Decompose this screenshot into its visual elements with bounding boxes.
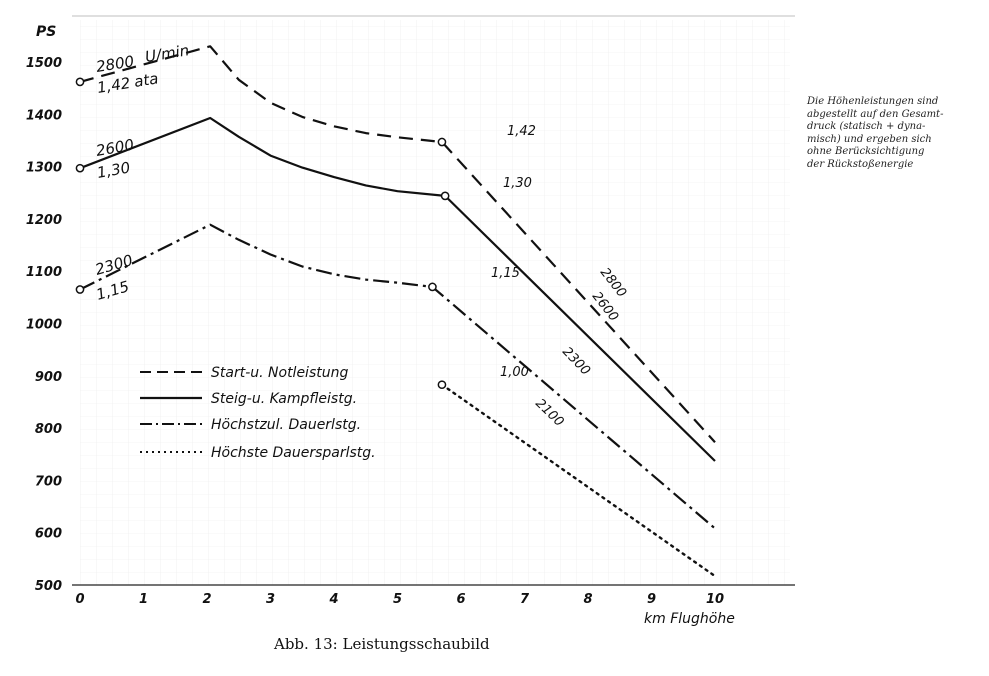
label-knee-130: 1,30: [503, 176, 532, 191]
legend-label-start: Start-u. Notleistung: [211, 365, 349, 381]
x-tick-labels: [75, 592, 724, 607]
y-tick-label: 1500: [25, 56, 62, 71]
series-marker: [429, 283, 436, 290]
label-2300: 2300: [93, 251, 135, 279]
label-umin: U/min: [143, 41, 191, 66]
figure-caption: Abb. 13: Leistungsschaubild: [274, 635, 490, 653]
note-line: der Rückstoßenergie: [807, 158, 914, 170]
label-2800-rpm: 2800: [94, 52, 136, 76]
y-tick-label: 700: [34, 474, 62, 490]
note-line: abgestellt auf den Gesamt-: [807, 108, 944, 120]
x-tick-label: 5: [392, 592, 403, 607]
note-line: misch) und ergeben sich: [807, 133, 932, 145]
series-marker: [438, 138, 445, 145]
x-tick-label: 10: [705, 592, 725, 607]
y-tick-label: 900: [34, 369, 62, 385]
x-tick-label: 8: [583, 592, 593, 607]
note-line: ohne Berücksichtigung: [807, 146, 925, 157]
label-knee-115: 1,15: [491, 266, 520, 281]
x-tick-label: 7: [519, 592, 530, 607]
x-tick-label: 2: [202, 592, 212, 607]
label-130: 1,30: [95, 158, 132, 182]
y-tick-label: 1200: [25, 212, 62, 228]
y-tick-label: 800: [34, 422, 62, 438]
note-line: Die Höhenleistungen sind: [807, 96, 939, 107]
y-axis-title: PS: [36, 24, 57, 40]
y-tick-label: 600: [34, 526, 62, 542]
series-marker: [76, 286, 83, 293]
label-slope-2600: 2600: [588, 289, 622, 325]
y-tick-label: 1400: [25, 108, 62, 124]
y-tick-label: 500: [34, 579, 62, 594]
label-knee-142: 1,42: [507, 124, 536, 139]
y-tick-labels: [26, 56, 62, 594]
series-marker: [442, 192, 449, 199]
y-tick-label: 1100: [25, 265, 62, 281]
y-tick-label: 1000: [25, 317, 62, 333]
label-2600: 2600: [94, 135, 136, 160]
label-115: 1,15: [94, 277, 132, 304]
x-tick-label: 9: [646, 592, 657, 607]
label-slope-2100: 2100: [532, 396, 567, 430]
y-tick-label: 1300: [25, 160, 62, 176]
label-142-ata: 1,42: [95, 73, 132, 97]
x-tick-label: 6: [456, 592, 466, 607]
label-slope-2800: 2800: [596, 265, 630, 301]
label-knee-100: 1,00: [500, 365, 529, 380]
series-marker: [76, 165, 83, 172]
side-note: [807, 96, 957, 171]
legend-label-hoechstzul: Höchstzul. Dauerlstg.: [211, 417, 362, 433]
series-marker: [438, 381, 445, 388]
x-tick-label: 4: [329, 592, 339, 607]
series-marker: [76, 78, 83, 85]
x-tick-label: 0: [75, 592, 85, 607]
label-ata: ata: [132, 69, 160, 91]
x-tick-label: 1: [138, 592, 149, 607]
legend-label-dauerspar: Höchste Dauersparlstg.: [211, 445, 376, 461]
note-line: druck (statisch + dyna-: [807, 121, 926, 132]
x-tick-label: 3: [265, 592, 276, 607]
legend-label-steig: Steig-u. Kampfleistg.: [211, 391, 358, 407]
x-axis-title: km Flughöhe: [644, 611, 735, 627]
label-slope-2300: 2300: [559, 344, 593, 379]
